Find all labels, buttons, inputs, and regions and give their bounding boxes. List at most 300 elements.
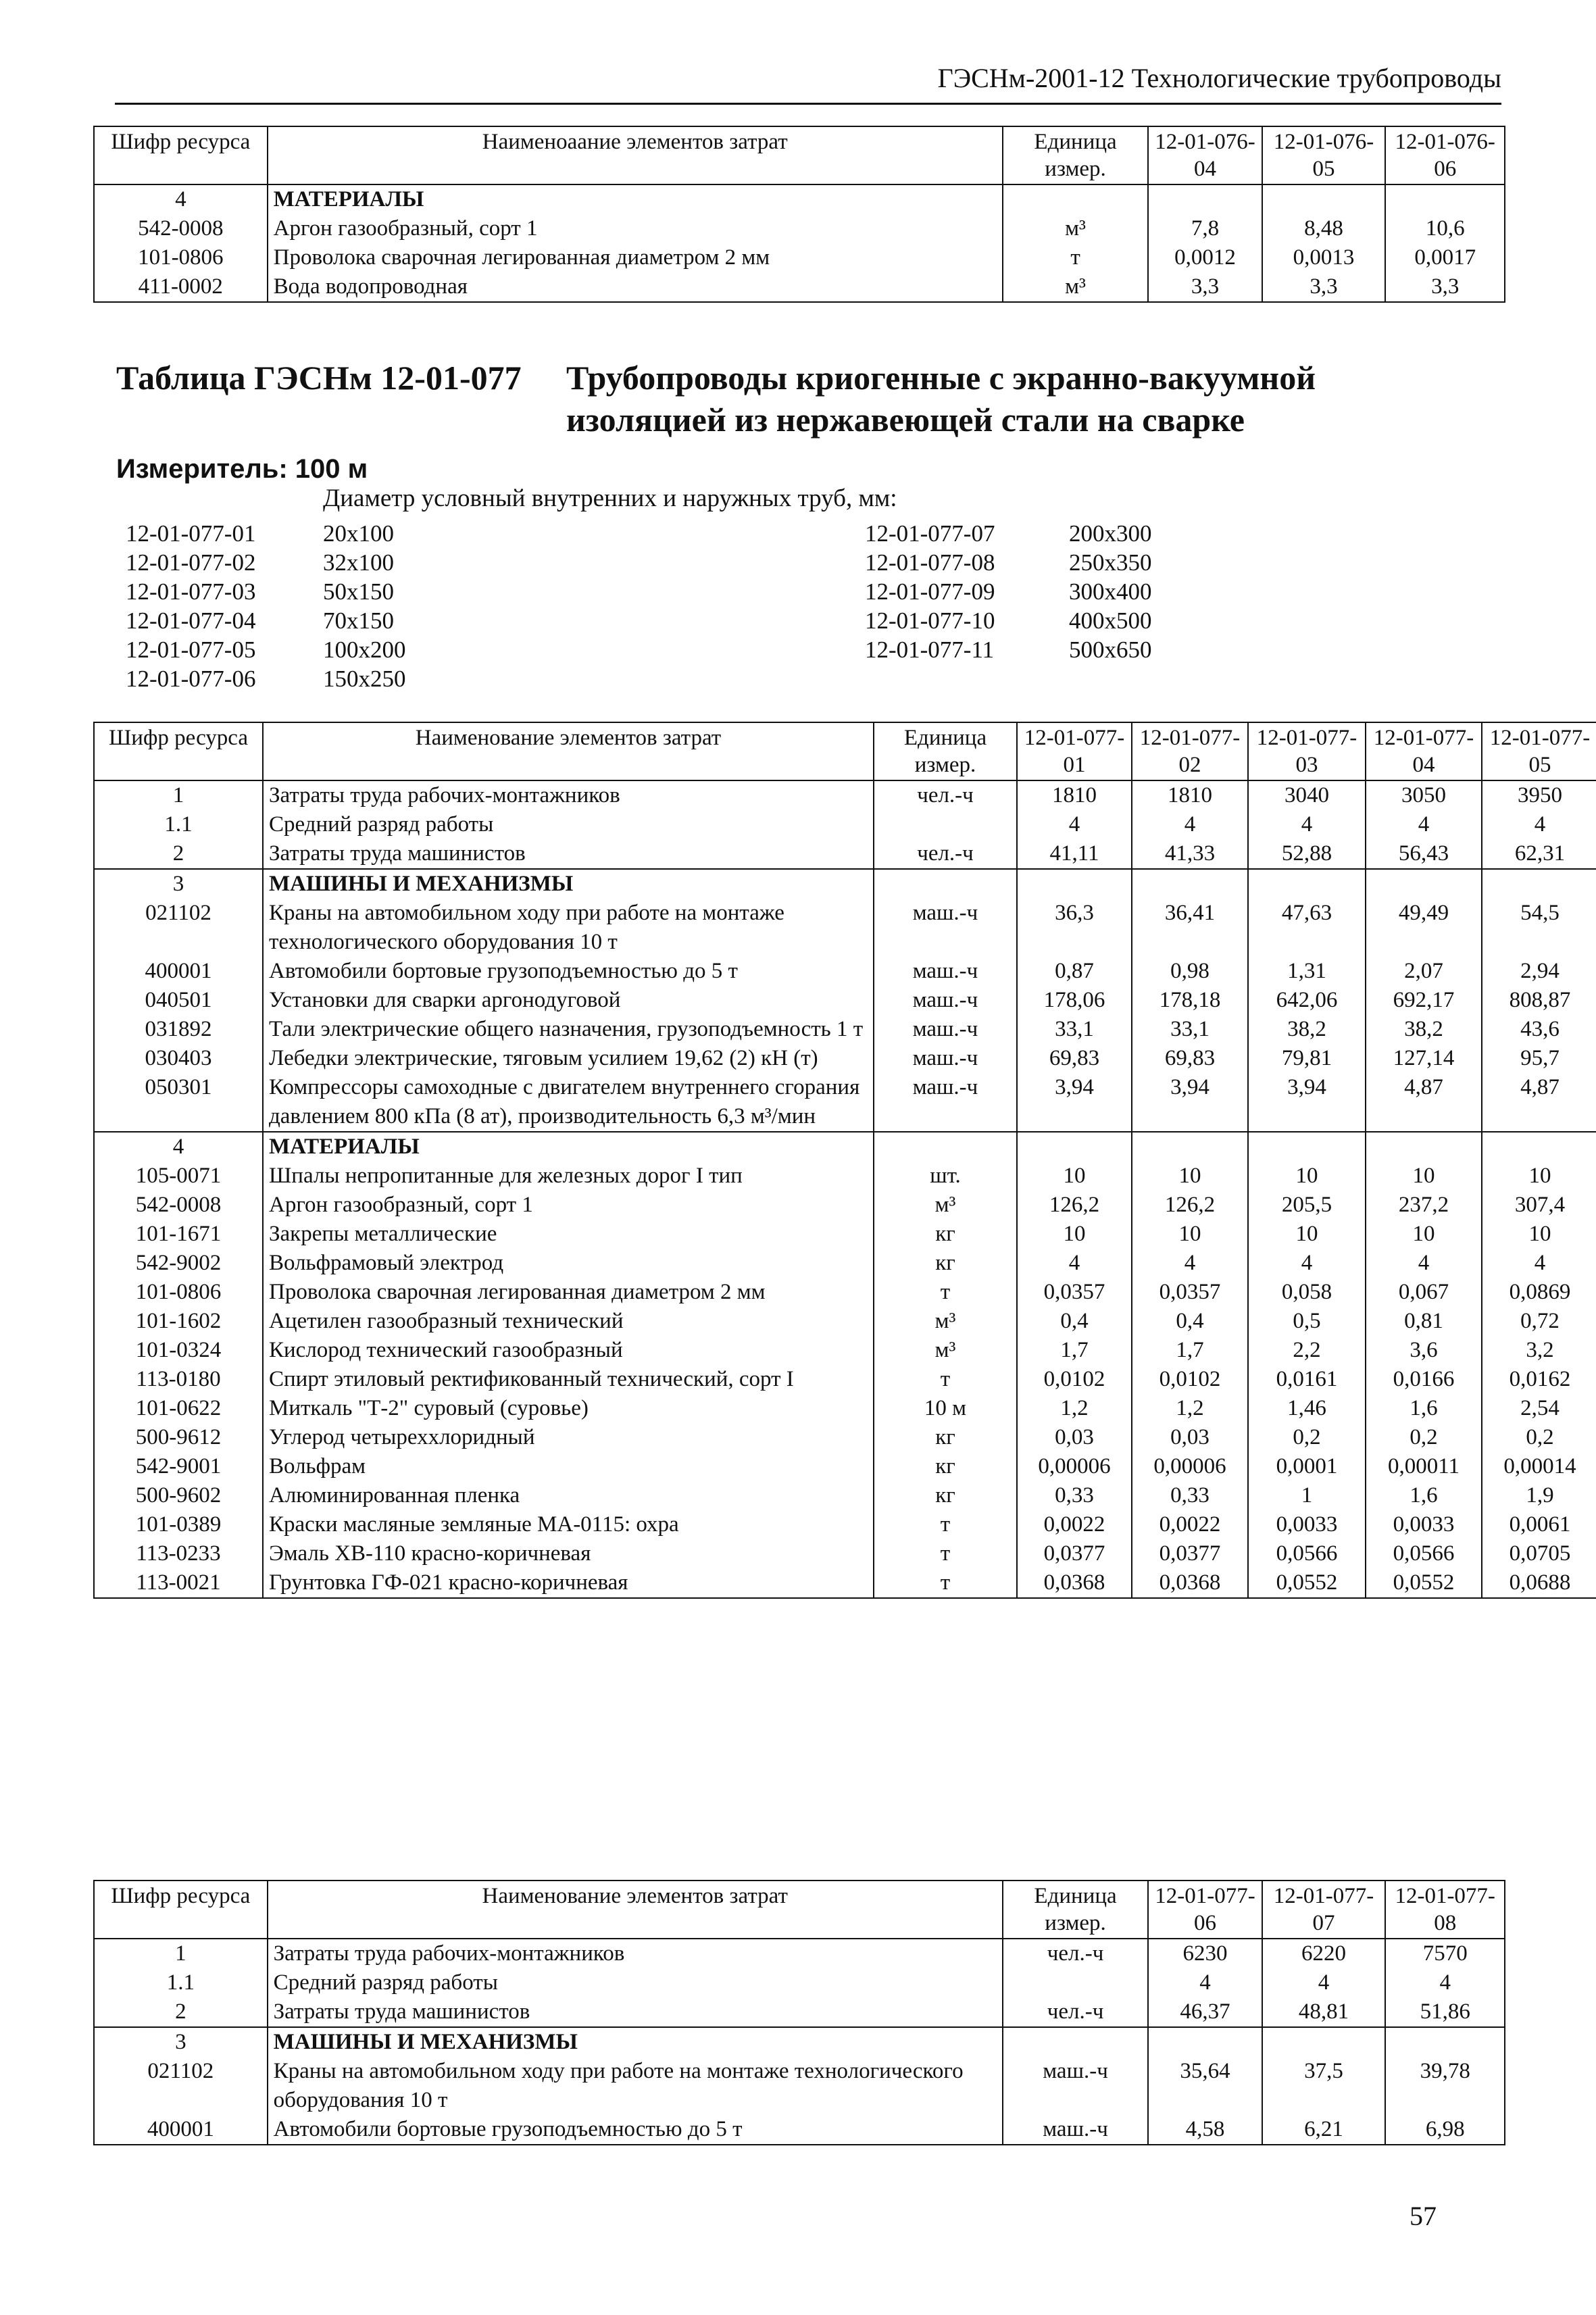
table-row — [94, 1162, 1596, 1191]
norm-value: 38,2 — [1366, 1015, 1482, 1044]
norm-value: 2,2 — [1248, 1336, 1366, 1365]
diameter-item — [126, 577, 406, 606]
norm-value: 33,1 — [1017, 1015, 1132, 1044]
unit: маш.-ч — [874, 899, 1017, 957]
cost-element-name: Спирт этиловый ректификованный технический, сорт I — [263, 1365, 874, 1394]
cost-element-name: Тали электрические общего назначения, грузоподъемность 1 т — [263, 1015, 874, 1044]
norm-value: 0,0001 — [1248, 1452, 1366, 1481]
norm-value: 41,11 — [1017, 839, 1132, 869]
table-header-row — [94, 722, 1596, 780]
norm-value: 0,98 — [1132, 957, 1248, 986]
resource-code: 500-9602 — [94, 1481, 263, 1510]
norm-value: 6,98 — [1385, 2115, 1505, 2145]
norm-value: 4 — [1132, 1249, 1248, 1278]
norm-value: 0,0552 — [1248, 1568, 1366, 1598]
resource-code: 101-1671 — [94, 1220, 263, 1249]
diameter-code: 12-01-077-08 — [865, 549, 995, 576]
unit — [874, 810, 1017, 839]
norm-value: 43,6 — [1482, 1015, 1596, 1044]
resource-code: 1.1 — [94, 1968, 268, 1997]
resource-code: 400001 — [94, 957, 263, 986]
resource-code: 101-0389 — [94, 1510, 263, 1539]
norm-value: 0,0102 — [1132, 1365, 1248, 1394]
norm-value — [1366, 1132, 1482, 1162]
norm-value: 4 — [1385, 1968, 1505, 1997]
table-row — [94, 986, 1596, 1015]
norm-value: 10,6 — [1385, 214, 1505, 243]
norm-value: 0,00011 — [1366, 1452, 1482, 1481]
norm-value: 1,7 — [1017, 1336, 1132, 1365]
unit: кг — [874, 1220, 1017, 1249]
norm-value: 126,2 — [1132, 1191, 1248, 1220]
table-row — [94, 1249, 1596, 1278]
resource-code: 031892 — [94, 1015, 263, 1044]
unit: кг — [874, 1249, 1017, 1278]
diameter-item — [126, 635, 406, 664]
unit: маш.-ч — [1003, 2115, 1149, 2145]
resource-code: 2 — [94, 1997, 268, 2027]
unit: т — [874, 1510, 1017, 1539]
norm-value: 33,1 — [1132, 1015, 1248, 1044]
cost-element-name: МАТЕРИАЛЫ — [268, 184, 1003, 214]
resource-code: 101-0622 — [94, 1394, 263, 1423]
cost-element-name: Компрессоры самоходные с двигателем внутреннего сгорания давлением 800 кПа (8 ат), производительность 6,3 м³/мин — [263, 1073, 874, 1132]
cost-element-name: Затраты труда машинистов — [263, 839, 874, 869]
column-header: Шифр ресурса — [94, 722, 263, 780]
diameter-code: 12-01-077-10 — [865, 607, 995, 634]
norm-value: 3040 — [1248, 780, 1366, 810]
norm-value: 0,0566 — [1366, 1539, 1482, 1568]
norm-value: 41,33 — [1132, 839, 1248, 869]
norm-value — [1132, 1132, 1248, 1162]
cost-element-name: Затраты труда рабочих-монтажников — [263, 780, 874, 810]
resource-code: 542-9002 — [94, 1249, 263, 1278]
resource-code: 021102 — [94, 899, 263, 957]
cost-element-name: Миткаль "Т-2" суровый (суровье) — [263, 1394, 874, 1423]
norm-value: 7570 — [1385, 1939, 1505, 1968]
resource-code: 101-0806 — [94, 243, 268, 272]
norm-value: 1,31 — [1248, 957, 1366, 986]
table-row — [94, 184, 1505, 214]
running-head: ГЭСНм-2001-12 Технологические трубопроводы — [937, 63, 1501, 93]
column-header: Единица измер. — [1003, 1881, 1149, 1939]
norm-value: 10 — [1248, 1162, 1366, 1191]
norm-value: 3,2 — [1482, 1336, 1596, 1365]
resource-code: 1 — [94, 1939, 268, 1968]
resource-code: 101-0806 — [94, 1278, 263, 1307]
unit — [874, 869, 1017, 899]
norm-value — [1148, 184, 1262, 214]
cost-element-name: Эмаль ХВ-110 красно-коричневая — [263, 1539, 874, 1568]
norm-value: 36,41 — [1132, 899, 1248, 957]
norm-value: 54,5 — [1482, 899, 1596, 957]
norm-value: 0,0166 — [1366, 1365, 1482, 1394]
norm-value: 4 — [1017, 810, 1132, 839]
norm-value: 4 — [1148, 1968, 1262, 1997]
diameter-size: 500x650 — [1069, 637, 1152, 663]
diameter-header: Диаметр условный внутренних и наружных труб, мм: — [323, 484, 897, 512]
table-row — [94, 1220, 1596, 1249]
norm-value: 0,00014 — [1482, 1452, 1596, 1481]
norm-value: 4 — [1132, 810, 1248, 839]
diameter-code: 12-01-077-01 — [126, 520, 256, 547]
cost-element-name: Затраты труда рабочих-монтажников — [268, 1939, 1003, 1968]
norm-value: 36,3 — [1017, 899, 1132, 957]
unit: м³ — [874, 1307, 1017, 1336]
table-row — [94, 1939, 1505, 1968]
unit: маш.-ч — [874, 986, 1017, 1015]
norm-value: 62,31 — [1482, 839, 1596, 869]
norm-value: 51,86 — [1385, 1997, 1505, 2027]
norm-value: 127,14 — [1366, 1044, 1482, 1073]
diameter-size: 400x500 — [1069, 607, 1152, 634]
norm-value: 8,48 — [1262, 214, 1386, 243]
norm-value: 79,81 — [1248, 1044, 1366, 1073]
norm-value: 692,17 — [1366, 986, 1482, 1015]
norm-value: 2,54 — [1482, 1394, 1596, 1423]
norm-value — [1262, 2027, 1386, 2057]
norm-value — [1385, 2027, 1505, 2057]
diameter-code: 12-01-077-02 — [126, 549, 256, 576]
diameter-size: 32x100 — [323, 549, 394, 576]
resource-code: 040501 — [94, 986, 263, 1015]
diameter-code: 12-01-077-04 — [126, 607, 256, 634]
table-header-row — [94, 126, 1505, 184]
table-row — [94, 957, 1596, 986]
unit: м³ — [874, 1191, 1017, 1220]
norm-value: 4 — [1482, 1249, 1596, 1278]
resource-code: 101-0324 — [94, 1336, 263, 1365]
unit: кг — [874, 1423, 1017, 1452]
norm-value: 95,7 — [1482, 1044, 1596, 1073]
diameter-code: 12-01-077-06 — [126, 666, 256, 692]
diameter-item — [126, 548, 406, 577]
norm-value: 46,37 — [1148, 1997, 1262, 2027]
table-row — [94, 1968, 1505, 1997]
norm-value: 49,49 — [1366, 899, 1482, 957]
norm-value: 35,64 — [1148, 2057, 1262, 2115]
diameter-item — [865, 606, 1152, 635]
norm-value: 4,87 — [1482, 1073, 1596, 1132]
resource-code: 400001 — [94, 2115, 268, 2145]
norm-value: 69,83 — [1132, 1044, 1248, 1073]
unit: чел.-ч — [874, 839, 1017, 869]
unit: м³ — [1003, 214, 1149, 243]
norm-value: 0,0377 — [1132, 1539, 1248, 1568]
cost-element-name: Установки для сварки аргонодуговой — [263, 986, 874, 1015]
unit: маш.-ч — [1003, 2057, 1149, 2115]
table-row — [94, 1015, 1596, 1044]
cost-element-name: Краны на автомобильном ходу при работе на монтаже технологического оборудования 10 т — [268, 2057, 1003, 2115]
norm-value: 0,0688 — [1482, 1568, 1596, 1598]
cost-element-name: Лебедки электрические, тяговым усилием 19,62 (2) кН (т) — [263, 1044, 874, 1073]
norm-value — [1148, 2027, 1262, 2057]
table-row — [94, 1510, 1596, 1539]
norm-value: 0,0033 — [1366, 1510, 1482, 1539]
norm-value: 4 — [1262, 1968, 1386, 1997]
diameter-item — [865, 548, 1152, 577]
unit: чел.-ч — [1003, 1997, 1149, 2027]
norm-value: 3,3 — [1148, 272, 1262, 302]
norm-value: 0,33 — [1017, 1481, 1132, 1510]
cost-element-name: МАШИНЫ И МЕХАНИЗМЫ — [268, 2027, 1003, 2057]
diameter-code: 12-01-077-11 — [865, 637, 995, 663]
resource-code: 101-1602 — [94, 1307, 263, 1336]
cost-element-name: Проволока сварочная легированная диаметром 2 мм — [263, 1278, 874, 1307]
norm-value: 0,0377 — [1017, 1539, 1132, 1568]
norm-value: 642,06 — [1248, 986, 1366, 1015]
unit: маш.-ч — [874, 1015, 1017, 1044]
norm-value — [1385, 184, 1505, 214]
resource-code: 1.1 — [94, 810, 263, 839]
table-row — [94, 1568, 1596, 1598]
norm-value: 6220 — [1262, 1939, 1386, 1968]
column-header: 12-01-077-03 — [1248, 722, 1366, 780]
norm-value: 0,0357 — [1132, 1278, 1248, 1307]
resource-code: 4 — [94, 1132, 263, 1162]
norm-value: 0,0022 — [1132, 1510, 1248, 1539]
diameter-list-left — [126, 519, 406, 693]
cost-element-name: МАТЕРИАЛЫ — [263, 1132, 874, 1162]
norm-value — [1262, 184, 1386, 214]
table-row — [94, 1481, 1596, 1510]
table-076-continuation — [93, 126, 1505, 303]
norm-value: 3,3 — [1385, 272, 1505, 302]
norm-value: 0,03 — [1017, 1423, 1132, 1452]
column-header: 12-01-077-07 — [1262, 1881, 1386, 1939]
cost-element-name: Углерод четыреххлоридный — [263, 1423, 874, 1452]
norm-value: 1,46 — [1248, 1394, 1366, 1423]
resource-code: 050301 — [94, 1073, 263, 1132]
norm-value: 3,94 — [1248, 1073, 1366, 1132]
resource-code: 542-0008 — [94, 214, 268, 243]
resource-code: 3 — [94, 869, 263, 899]
diameter-code: 12-01-077-05 — [126, 637, 256, 663]
column-header: Шифр ресурса — [94, 126, 268, 184]
column-header: 12-01-077-04 — [1366, 722, 1482, 780]
norm-value: 3,3 — [1262, 272, 1386, 302]
unit: т — [874, 1365, 1017, 1394]
resource-code: 113-0021 — [94, 1568, 263, 1598]
norm-value — [1017, 1132, 1132, 1162]
norm-value: 4,58 — [1148, 2115, 1262, 2145]
norm-value: 3,6 — [1366, 1336, 1482, 1365]
cost-element-name: Шпалы непропитанные для железных дорог I тип — [263, 1162, 874, 1191]
diameter-item — [865, 577, 1152, 606]
norm-value: 4 — [1482, 810, 1596, 839]
norm-value: 0,2 — [1366, 1423, 1482, 1452]
unit: т — [874, 1539, 1017, 1568]
norm-value: 0,0162 — [1482, 1365, 1596, 1394]
norm-value: 7,8 — [1148, 214, 1262, 243]
norm-value: 4 — [1248, 1249, 1366, 1278]
norm-value: 0,2 — [1482, 1423, 1596, 1452]
norm-value — [1366, 869, 1482, 899]
resource-code: 542-9001 — [94, 1452, 263, 1481]
diameter-code: 12-01-077-03 — [126, 578, 256, 605]
norm-value: 3,94 — [1132, 1073, 1248, 1132]
unit: м³ — [1003, 272, 1149, 302]
norm-value: 0,0552 — [1366, 1568, 1482, 1598]
table-row — [94, 272, 1505, 302]
unit: т — [1003, 243, 1149, 272]
header-rule — [115, 103, 1501, 105]
norm-value: 4,87 — [1366, 1073, 1482, 1132]
cost-element-name: Ацетилен газообразный технический — [263, 1307, 874, 1336]
table-row — [94, 899, 1596, 957]
norm-value: 0,0017 — [1385, 243, 1505, 272]
norm-value: 1,9 — [1482, 1481, 1596, 1510]
cost-element-name: Проволока сварочная легированная диаметром 2 мм — [268, 243, 1003, 272]
diameter-size: 150x250 — [323, 666, 406, 692]
column-header: 12-01-077-01 — [1017, 722, 1132, 780]
norm-value: 0,0061 — [1482, 1510, 1596, 1539]
norm-value: 1,6 — [1366, 1481, 1482, 1510]
resource-code: 500-9612 — [94, 1423, 263, 1452]
unit: 10 м — [874, 1394, 1017, 1423]
norm-value: 2,07 — [1366, 957, 1482, 986]
norm-value: 10 — [1017, 1162, 1132, 1191]
column-header: 12-01-077-06 — [1148, 1881, 1262, 1939]
unit — [1003, 184, 1149, 214]
resource-code: 542-0008 — [94, 1191, 263, 1220]
resource-code: 113-0233 — [94, 1539, 263, 1568]
cost-element-name: Вольфрамовый электрод — [263, 1249, 874, 1278]
cost-element-name: Кислород технический газообразный — [263, 1336, 874, 1365]
cost-element-name: Аргон газообразный, сорт 1 — [268, 214, 1003, 243]
norm-value: 0,4 — [1017, 1307, 1132, 1336]
table-row — [94, 1394, 1596, 1423]
diameter-item — [126, 664, 406, 693]
norm-value: 0,03 — [1132, 1423, 1248, 1452]
norm-value: 2,94 — [1482, 957, 1596, 986]
norm-value — [1482, 1132, 1596, 1162]
unit: шт. — [874, 1162, 1017, 1191]
norm-value: 1810 — [1017, 780, 1132, 810]
column-header: Шифр ресурса — [94, 1881, 268, 1939]
column-header: 12-01-076-05 — [1262, 126, 1386, 184]
norm-value: 6,21 — [1262, 2115, 1386, 2145]
column-header: Наименование элементов затрат — [268, 1881, 1003, 1939]
norm-value — [1248, 1132, 1366, 1162]
diameter-item — [865, 519, 1152, 548]
norm-value: 10 — [1366, 1220, 1482, 1249]
table-row — [94, 1278, 1596, 1307]
norm-value: 3050 — [1366, 780, 1482, 810]
norm-value: 0,33 — [1132, 1481, 1248, 1510]
norm-value: 48,81 — [1262, 1997, 1386, 2027]
diameter-item — [126, 519, 406, 548]
table-row — [94, 1423, 1596, 1452]
cost-element-name: МАШИНЫ И МЕХАНИЗМЫ — [263, 869, 874, 899]
cost-element-name: Краны на автомобильном ходу при работе на монтаже технологического оборудования 10 т — [263, 899, 874, 957]
cost-element-name: Краски масляные земляные МА-0115: охра — [263, 1510, 874, 1539]
norm-value: 0,0368 — [1132, 1568, 1248, 1598]
resource-code: 1 — [94, 780, 263, 810]
table-row — [94, 243, 1505, 272]
norm-value: 3950 — [1482, 780, 1596, 810]
diameter-list-right — [865, 519, 1152, 664]
cost-element-name: Средний разряд работы — [268, 1968, 1003, 1997]
norm-value: 205,5 — [1248, 1191, 1366, 1220]
norm-value: 0,067 — [1366, 1278, 1482, 1307]
cost-element-name: Вольфрам — [263, 1452, 874, 1481]
norm-value: 178,18 — [1132, 986, 1248, 1015]
diameter-size: 20x100 — [323, 520, 394, 547]
diameter-size: 70x150 — [323, 607, 394, 634]
diameter-item — [126, 606, 406, 635]
table-title-line2: изоляцией из нержавеющей стали на сварке — [566, 401, 1245, 439]
norm-value: 52,88 — [1248, 839, 1366, 869]
resource-code: 411-0002 — [94, 272, 268, 302]
diameter-code: 12-01-077-07 — [865, 520, 995, 547]
table-row — [94, 780, 1596, 810]
diameter-item — [865, 635, 1152, 664]
table-row — [94, 869, 1596, 899]
column-header: 12-01-077-05 — [1482, 722, 1596, 780]
table-row — [94, 1044, 1596, 1073]
unit: чел.-ч — [1003, 1939, 1149, 1968]
norm-value: 3,94 — [1017, 1073, 1132, 1132]
norm-value: 1810 — [1132, 780, 1248, 810]
diameter-size: 250x350 — [1069, 549, 1152, 576]
diameter-size: 100x200 — [323, 637, 406, 663]
column-header: Единица измер. — [874, 722, 1017, 780]
table-077-01-05 — [93, 722, 1596, 1599]
diameter-code: 12-01-077-09 — [865, 578, 995, 605]
norm-value: 4 — [1017, 1249, 1132, 1278]
norm-value: 0,0869 — [1482, 1278, 1596, 1307]
page-number: 57 — [1410, 2201, 1437, 2231]
column-header: 12-01-076-06 — [1385, 126, 1505, 184]
norm-value: 56,43 — [1366, 839, 1482, 869]
norm-value: 237,2 — [1366, 1191, 1482, 1220]
norm-value: 10 — [1482, 1220, 1596, 1249]
table-row — [94, 839, 1596, 869]
resource-code: 113-0180 — [94, 1365, 263, 1394]
table-row — [94, 1997, 1505, 2027]
table-row — [94, 1132, 1596, 1162]
resource-code: 4 — [94, 184, 268, 214]
norm-value: 4 — [1366, 1249, 1482, 1278]
table-row — [94, 1452, 1596, 1481]
table-header-row — [94, 1881, 1505, 1939]
unit — [874, 1132, 1017, 1162]
resource-code: 2 — [94, 839, 263, 869]
norm-value — [1482, 869, 1596, 899]
table-title-line1: Трубопроводы криогенные с экранно-вакуумной — [566, 359, 1316, 397]
table-row — [94, 214, 1505, 243]
column-header: Наименование элементов затрат — [263, 722, 874, 780]
unit: т — [874, 1568, 1017, 1598]
norm-value: 0,0012 — [1148, 243, 1262, 272]
norm-value: 4 — [1248, 810, 1366, 839]
norm-value: 10 — [1017, 1220, 1132, 1249]
table-row — [94, 1336, 1596, 1365]
cost-element-name: Закрепы металлические — [263, 1220, 874, 1249]
norm-value: 0,0357 — [1017, 1278, 1132, 1307]
norm-value: 0,0013 — [1262, 243, 1386, 272]
norm-value: 0,5 — [1248, 1307, 1366, 1336]
norm-value: 1,2 — [1132, 1394, 1248, 1423]
unit: маш.-ч — [874, 1044, 1017, 1073]
norm-value: 0,0705 — [1482, 1539, 1596, 1568]
table-row — [94, 2027, 1505, 2057]
column-header: Единица измер. — [1003, 126, 1149, 184]
norm-value — [1132, 869, 1248, 899]
column-header: 12-01-077-02 — [1132, 722, 1248, 780]
norm-value: 178,06 — [1017, 986, 1132, 1015]
